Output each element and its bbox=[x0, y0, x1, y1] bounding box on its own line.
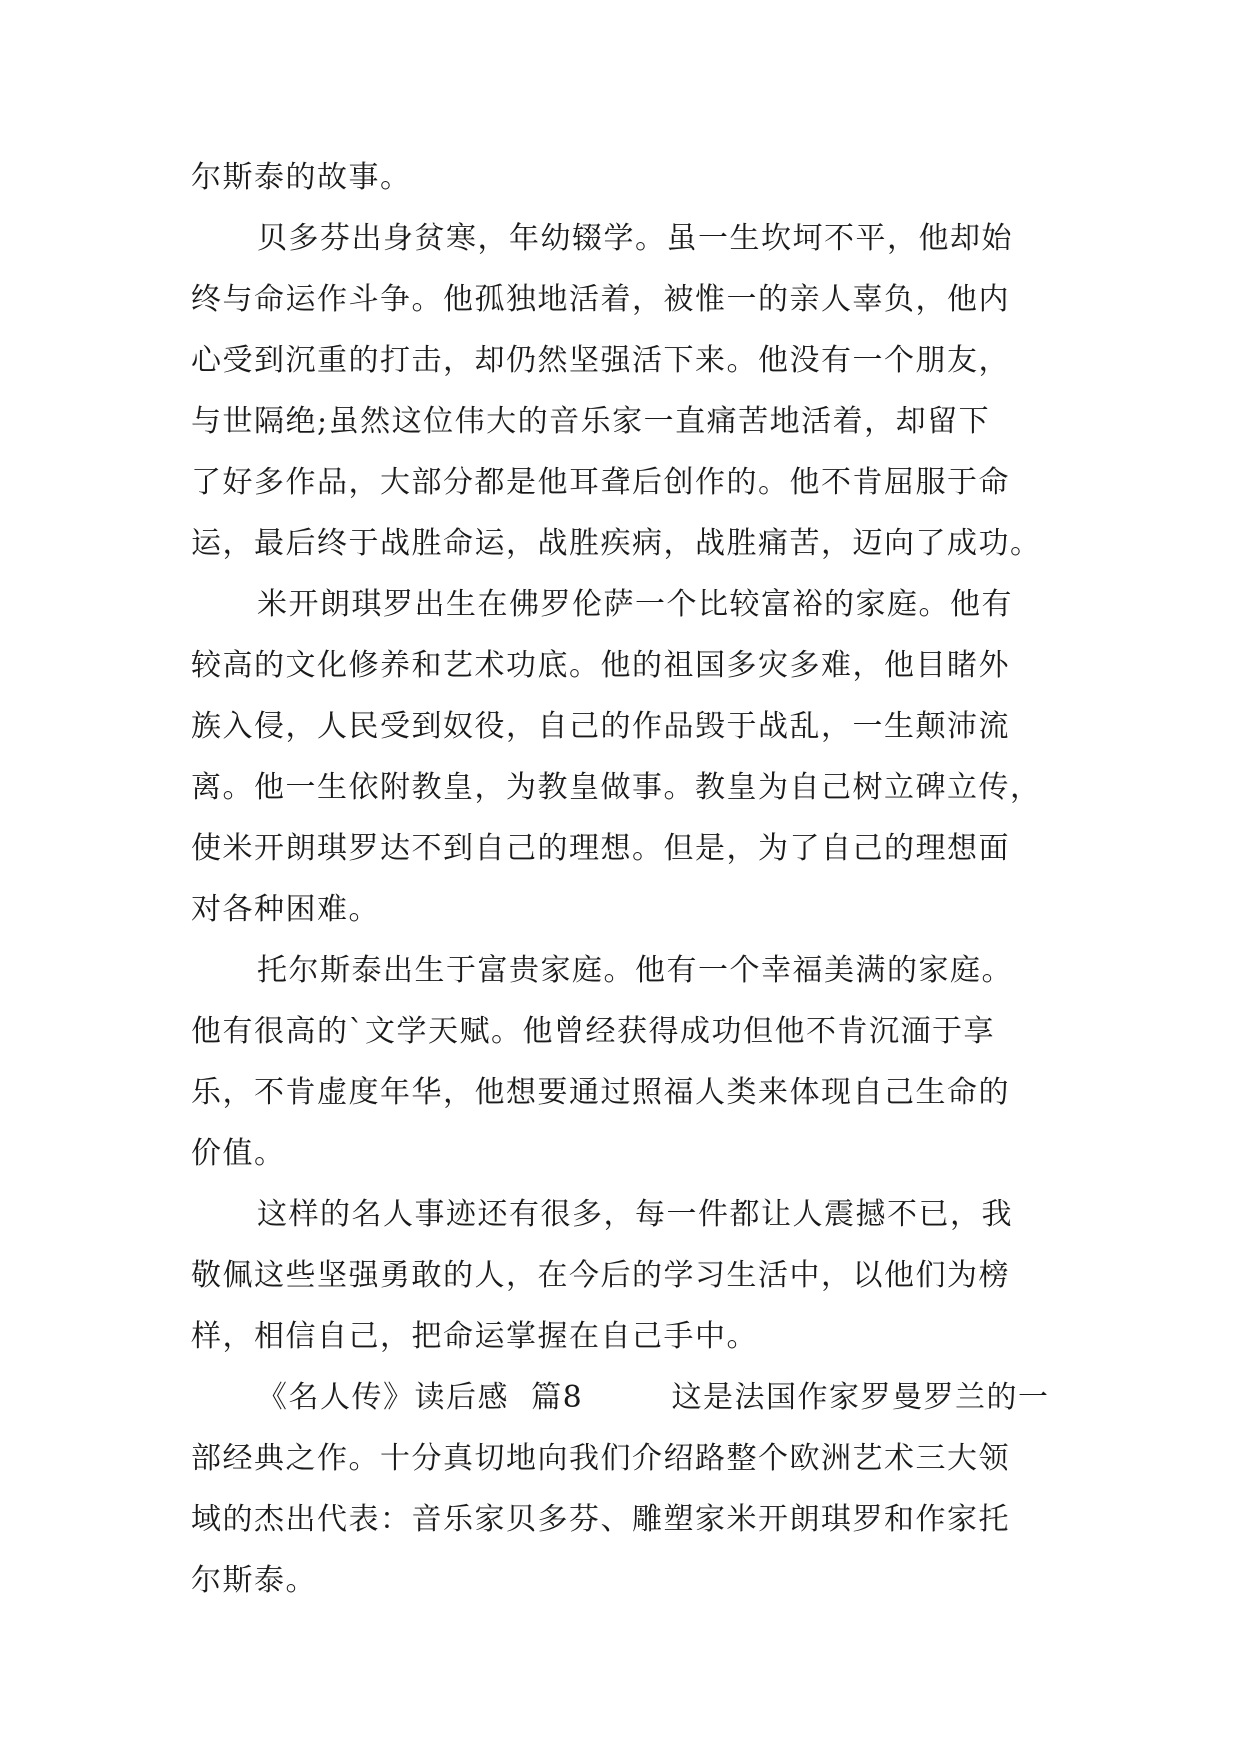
text-line: 心受到沉重的打击，却仍然坚强活下来。他没有一个朋友， bbox=[191, 343, 1010, 378]
text-line: 与世隔绝;虽然这位伟大的音乐家一直痛苦地活着，却留下 bbox=[191, 404, 991, 439]
paragraph-first-line: 贝多芬出身贫寒，年幼辍学。虽一生坎坷不平，他却始 bbox=[257, 221, 1013, 256]
text-line: 离。他一生依附教皇，为教皇做事。教皇为自己树立碑立传， bbox=[191, 770, 1042, 805]
section-heading-line: 《名人传》读后感 篇8 这是法国作家罗曼罗兰的一 bbox=[257, 1380, 1050, 1415]
text-line: 终与命运作斗争。他孤独地活着，被惟一的亲人辜负，他内 bbox=[191, 282, 1010, 317]
text-line: 使米开朗琪罗达不到自己的理想。但是，为了自己的理想面 bbox=[191, 831, 1010, 866]
text-line: 了好多作品，大部分都是他耳聋后创作的。他不肯屈服于命 bbox=[191, 465, 1010, 500]
text-line: 较高的文化修养和艺术功底。他的祖国多灾多难，他目睹外 bbox=[191, 648, 1010, 683]
paragraph-first-line: 米开朗琪罗出生在佛罗伦萨一个比较富裕的家庭。他有 bbox=[257, 587, 1013, 622]
text-line: 域的杰出代表：音乐家贝多芬、雕塑家米开朗琪罗和作家托 bbox=[191, 1502, 1010, 1537]
text-line: 价值。 bbox=[191, 1136, 286, 1171]
text-line: 运，最后终于战胜命运，战胜疾病，战胜痛苦，迈向了成功。 bbox=[191, 526, 1042, 561]
paragraph-first-line: 这样的名人事迹还有很多，每一件都让人震撼不已，我 bbox=[257, 1197, 1013, 1232]
text-line: 对各种困难。 bbox=[191, 892, 380, 927]
paragraph-first-line: 托尔斯泰出生于富贵家庭。他有一个幸福美满的家庭。 bbox=[257, 953, 1013, 988]
text-line: 他有很高的`文学天赋。他曾经获得成功但他不肯沉湎于享 bbox=[191, 1014, 995, 1049]
text-line: 样，相信自己，把命运掌握在自己手中。 bbox=[191, 1319, 758, 1354]
text-line: 尔斯泰。 bbox=[191, 1563, 317, 1598]
text-line: 部经典之作。十分真切地向我们介绍路整个欧洲艺术三大领 bbox=[191, 1441, 1010, 1476]
text-line: 尔斯泰的故事。 bbox=[191, 160, 412, 195]
text-line: 敬佩这些坚强勇敢的人，在今后的学习生活中，以他们为榜 bbox=[191, 1258, 1010, 1293]
text-line: 族入侵，人民受到奴役，自己的作品毁于战乱，一生颠沛流 bbox=[191, 709, 1010, 744]
text-line: 乐，不肯虚度年华，他想要通过照福人类来体现自己生命的 bbox=[191, 1075, 1010, 1110]
